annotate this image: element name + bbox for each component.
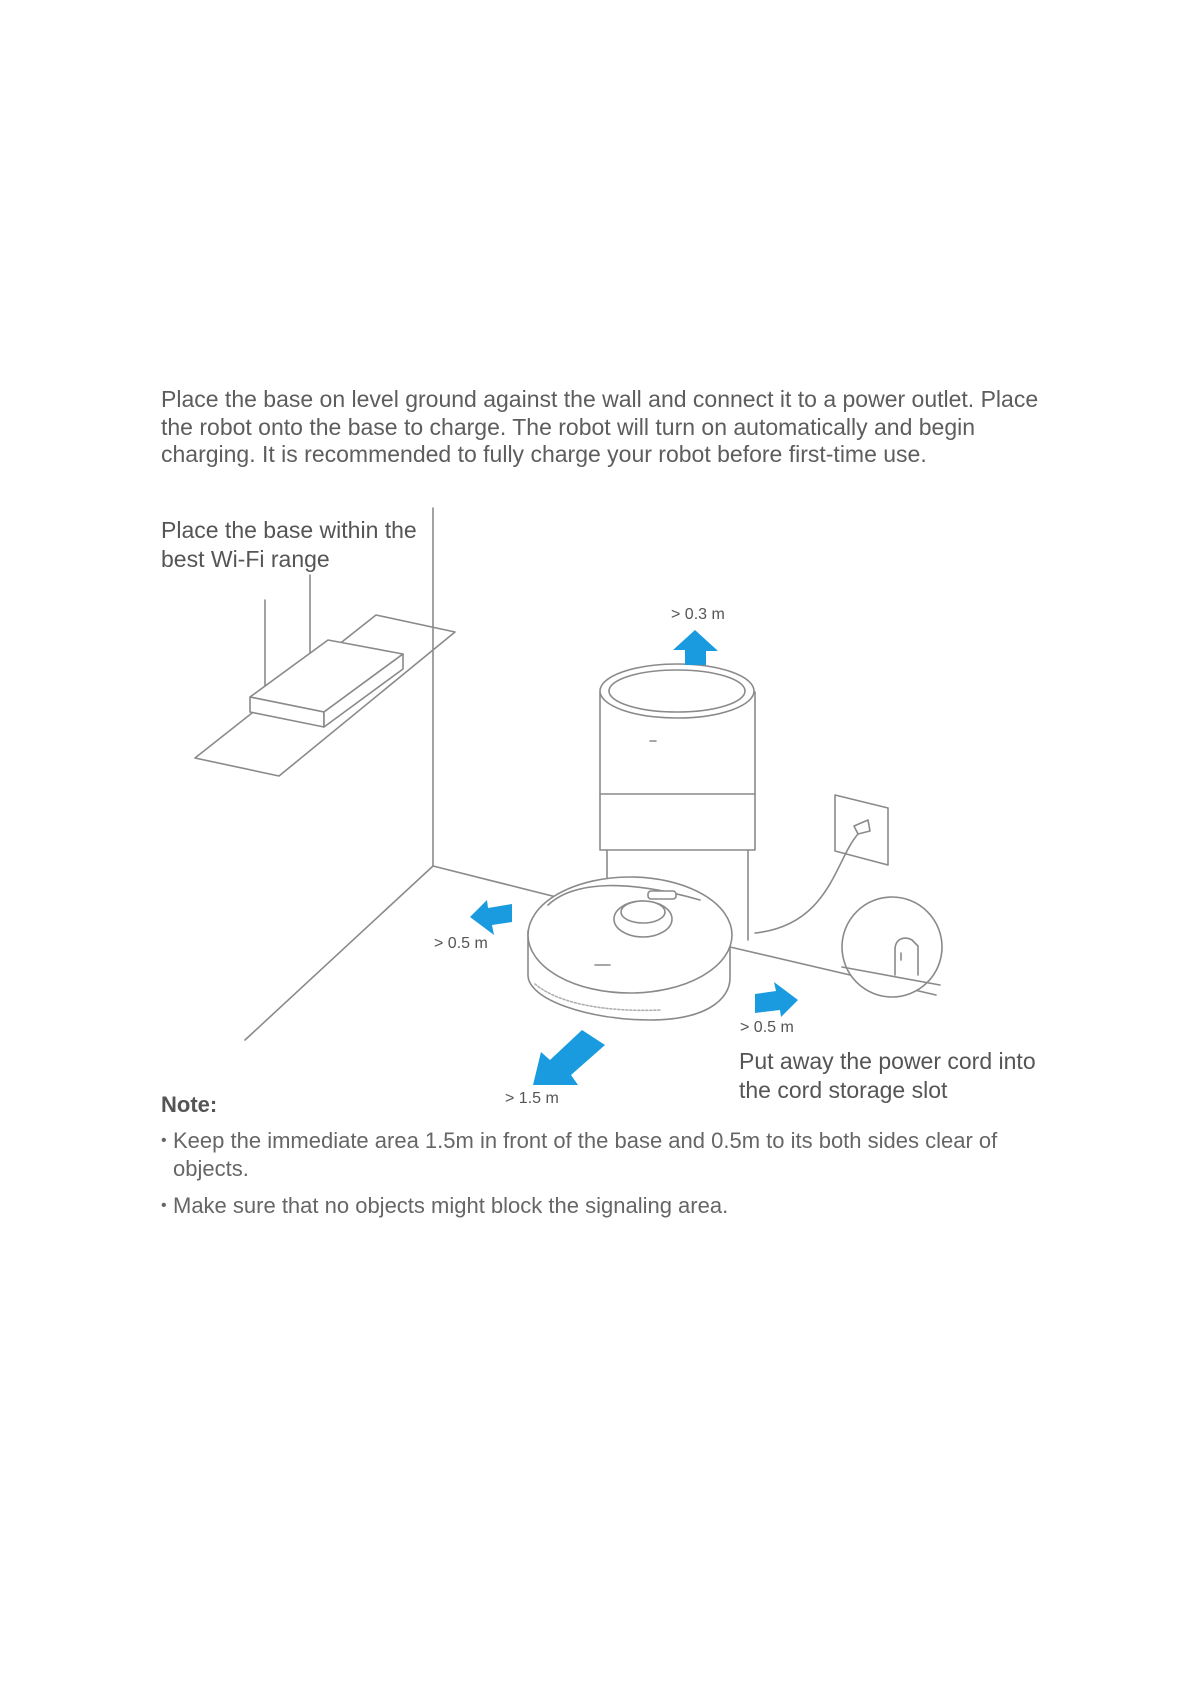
floor-left-line — [245, 866, 433, 1040]
arrow-left-icon — [470, 900, 512, 935]
distance-front-label: > 1.5 m — [505, 1090, 559, 1107]
cord-storage-label: Put away the power cord into the cord storage slot — [739, 1048, 1036, 1103]
note-list — [161, 1127, 1001, 1229]
power-outlet-icon — [835, 795, 888, 865]
distance-top-label: > 0.3 m — [671, 606, 725, 623]
cord-slot-detail-icon — [842, 897, 942, 997]
arrow-front-icon — [533, 1030, 605, 1085]
wifi-range-label: Place the base within the best Wi-Fi range — [161, 517, 417, 572]
note-item: • Keep the immediate area 1.5m in front of the base and 0.5m to its both sides clear of objects. — [161, 1127, 1001, 1183]
arrow-up-icon — [673, 630, 718, 665]
arrow-right-icon — [755, 982, 798, 1017]
robot-vacuum-icon — [528, 877, 732, 1020]
note-title: Note: — [161, 1092, 218, 1117]
intro-paragraph: Place the base on level ground against the wall and connect it to a power outlet. Place the robot onto the base to charge. The robot will turn on automatically and begin charging. It is recommended to fully charge your robot before first-time use. — [161, 386, 1039, 467]
distance-right-label: > 0.5 m — [740, 1019, 794, 1036]
router-icon — [250, 575, 403, 727]
distance-left-label: > 0.5 m — [434, 935, 488, 952]
note-item: • Make sure that no objects might block the signaling area. — [161, 1192, 1001, 1220]
